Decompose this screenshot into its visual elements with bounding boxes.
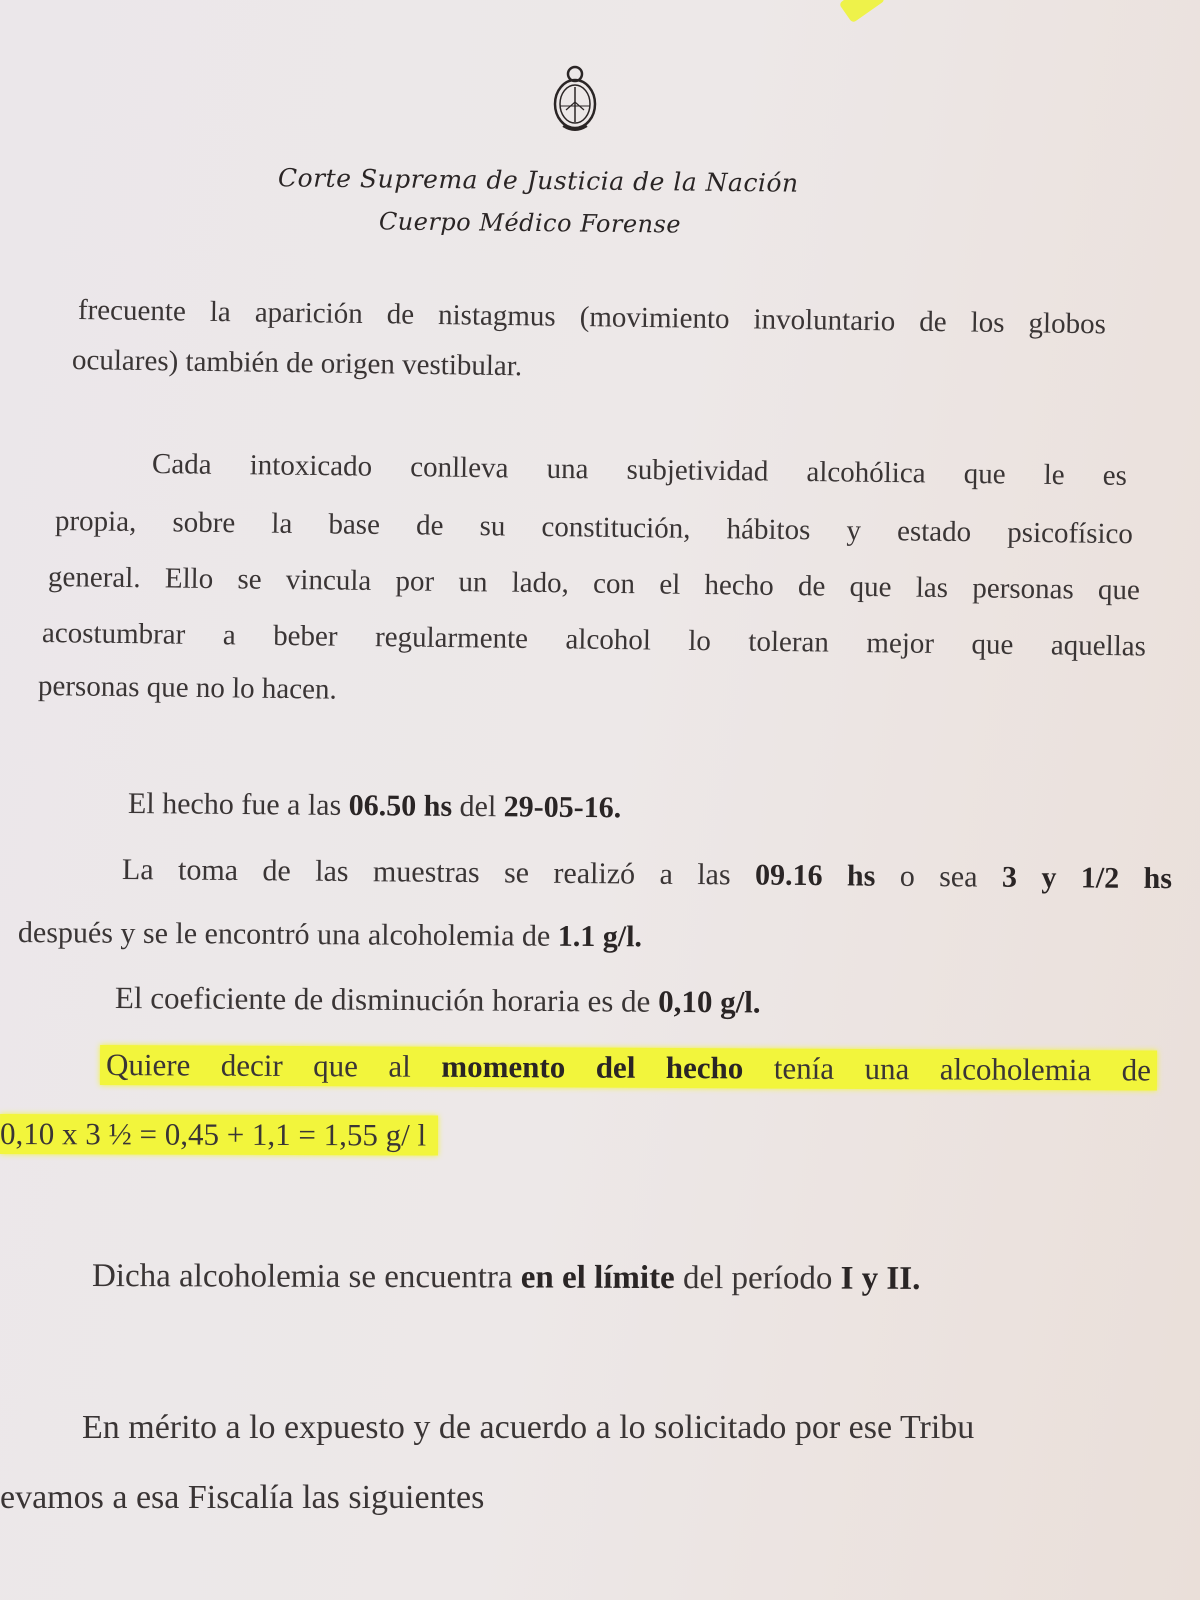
coat-of-arms-icon (548, 62, 602, 134)
text-segment: personas que no lo hacen. (37, 670, 337, 706)
bold-text: en el límite (520, 1259, 675, 1297)
bold-text: 0,10 g/l. (658, 983, 761, 1020)
paragraph-line (48, 559, 1140, 608)
text-segment: tenía una alcoholemia de (743, 1050, 1152, 1088)
text-segment: del (451, 789, 504, 824)
bold-text: momento del hecho (441, 1048, 744, 1086)
text-segment: El hecho fue a las (127, 787, 349, 822)
text-segment: Dicha alcoholemia se encuentra (91, 1258, 521, 1296)
text-segment: del período (674, 1260, 841, 1297)
text-segment: acostumbrar a beber regularmente alcohol lo toleran mejor que aquellas (41, 617, 1147, 663)
paragraph-line (115, 980, 761, 1021)
text-segment: general. Ello se vincula por un lado, con el hecho de que las personas que (47, 561, 1141, 607)
highlighted-line (100, 1045, 1157, 1091)
text-segment: En mérito a lo expuesto y de acuerdo a lo solicitado por ese Tribu (82, 1409, 975, 1446)
text-segment: El coeficiente de disminución horaria es de (114, 980, 659, 1019)
paragraph-line (78, 292, 1106, 342)
paragraph-line (18, 915, 642, 955)
text-segment: o sea (875, 859, 1003, 894)
text-segment: Cada intoxicado conlleva una subjetividad alcohólica que le es (151, 448, 1128, 492)
text-segment: 0,10 x 3 ½ = 0,45 + 1,1 = 1,55 g/ l (0, 1116, 427, 1153)
paragraph-line (55, 503, 1133, 552)
bold-text: 3 y 1/2 hs (1001, 860, 1173, 896)
highlighter-mark (839, 0, 886, 23)
paragraph-line (82, 1410, 974, 1446)
text-segment: después y se le encontró una alcoholemia de (17, 916, 558, 953)
paragraph-line (38, 668, 337, 708)
paragraph-line (152, 446, 1127, 494)
paragraph-line (42, 615, 1146, 664)
paragraph-line (0, 1480, 484, 1516)
paragraph-line (128, 786, 622, 826)
highlighted-calculation (0, 1114, 438, 1156)
paragraph-line (92, 1258, 921, 1297)
letterhead-department: Cuerpo Médico Forense (378, 207, 682, 239)
bold-text: I y II. (840, 1260, 921, 1297)
letterhead-court-name: Corte Suprema de Justicia de la Nación (277, 163, 799, 198)
bold-text: 1.1 g/l. (557, 919, 643, 954)
paragraph-line (72, 342, 523, 384)
bold-text: 09.16 hs (754, 858, 876, 893)
bold-text: 29-05-16. (503, 790, 622, 825)
text-segment: evamos a esa Fiscalía las siguientes (0, 1479, 485, 1516)
bold-text: 06.50 hs (348, 788, 453, 823)
text-segment: La toma de las muestras se realizó a las (121, 853, 756, 892)
text-segment: oculares) también de origen vestibular. (71, 344, 523, 383)
text-segment: propia, sobre la base de su constitución, hábitos y estado psicofísico (54, 505, 1134, 551)
text-segment: frecuente la aparición de nistagmus (movimiento involuntario de los globos (77, 294, 1107, 341)
paragraph-line (122, 852, 1172, 897)
text-segment: Quiere decir que al (105, 1047, 442, 1084)
